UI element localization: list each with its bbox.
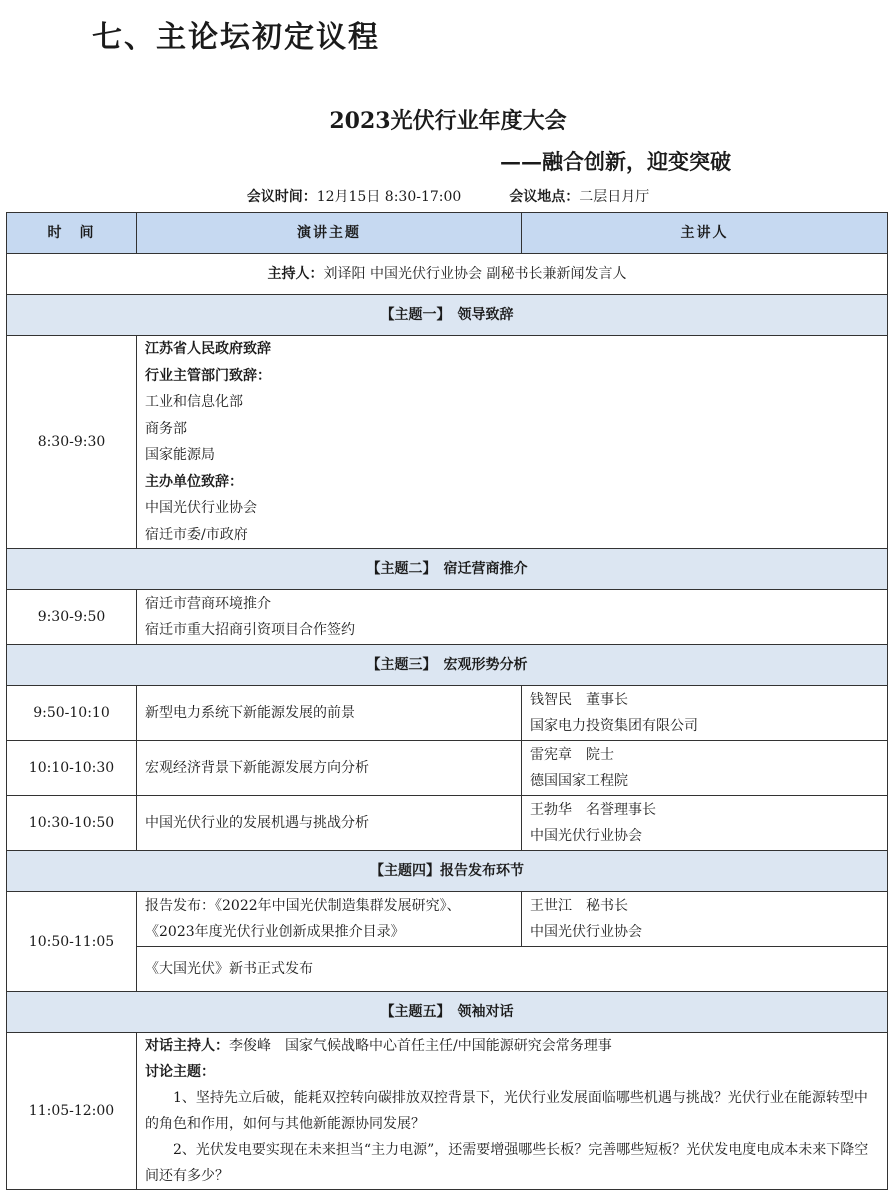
session-topic <box>137 892 522 947</box>
theme1-line: 国家能源局 <box>145 447 215 463</box>
theme1-line: 工业和信息化部 <box>145 394 243 410</box>
discussion-question: 1、坚持先立后破，能耗双控转向碳排放双控背景下，光伏行业发展面临哪些机遇与挑战？光伏行业在能源转型中的角色和作用，如何与其他新能源协同发展？ <box>145 1090 868 1132</box>
theme5-title: 【主题五】 领袖对话 <box>7 992 888 1033</box>
theme1-line: 商务部 <box>145 420 187 437</box>
theme1-title: 【主题一】 领导致辞 <box>7 295 888 336</box>
table-row <box>7 741 888 796</box>
report-line: 《2023年度光伏行业创新成果推介目录》 <box>145 924 405 940</box>
speaker-name: 王勃华 名誉理事长 <box>530 802 656 818</box>
discussion-question: 2、光伏发电要实现在未来担当“主力电源”，还需要增强哪些长板？完善哪些短板？光伏发电度电成本未来下降空间还有多少？ <box>145 1142 869 1184</box>
theme1-line: 行业主管部门致辞： <box>145 367 271 384</box>
session-topic: 宏观经济背景下新能源发展方向分析 <box>137 741 522 796</box>
theme2-line: 宿迁市重大招商引资项目合作签约 <box>145 622 355 638</box>
book-release: 《大国光伏》新书正式发布 <box>137 947 888 992</box>
theme5-band <box>7 992 888 1033</box>
theme1-row <box>7 336 888 549</box>
theme2-band <box>7 549 888 590</box>
agenda-table <box>6 212 888 1190</box>
time-value: 12月15日 8:30-17:00 <box>316 189 462 205</box>
session-time: 10:10-10:30 <box>7 741 137 796</box>
theme3-title: 【主题三】 宏观形势分析 <box>7 645 888 686</box>
table-row <box>7 947 888 992</box>
header-time: 时 间 <box>7 213 137 254</box>
speaker-org: 中国光伏行业协会 <box>530 828 642 844</box>
theme2-line: 宿迁市营商环境推介 <box>145 595 271 612</box>
session-topic: 新型电力系统下新能源发展的前景 <box>137 686 522 741</box>
theme5-content <box>137 1033 888 1190</box>
theme1-line: 宿迁市委/市政府 <box>145 526 248 543</box>
session-time: 10:50-11:05 <box>7 892 137 992</box>
session-time: 10:30-10:50 <box>7 796 137 851</box>
header-speaker: 主讲人 <box>522 213 888 254</box>
speaker-name: 雷宪章 院士 <box>530 747 614 763</box>
speaker-org: 德国国家工程院 <box>530 773 628 789</box>
session-speaker <box>522 796 888 851</box>
report-line: 报告发布：《2022年中国光伏制造集群发展研究》、 <box>145 898 461 914</box>
theme2-row <box>7 590 888 645</box>
host-value: 刘译阳 中国光伏行业协会 副秘书长兼新闻发言人 <box>323 266 627 282</box>
theme1-line: 江苏省人民政府致辞 <box>145 341 271 357</box>
speaker-org: 国家电力投资集团有限公司 <box>530 718 698 734</box>
host-cell <box>7 254 888 295</box>
conference-title: 2023光伏行业年度大会 <box>329 108 567 134</box>
theme5-time: 11:05-12:00 <box>7 1033 137 1190</box>
speaker-name: 王世江 秘书长 <box>530 898 628 914</box>
conference-subtitle: ——融合创新，迎变突破 <box>500 149 731 174</box>
theme1-line: 中国光伏行业协会 <box>145 500 257 516</box>
theme4-band <box>7 851 888 892</box>
theme1-time: 8:30-9:30 <box>7 336 137 549</box>
session-speaker <box>522 686 888 741</box>
theme1-band <box>7 295 888 336</box>
discussion-label: 讨论主题： <box>145 1064 215 1080</box>
speaker-name: 钱智民 董事长 <box>530 692 628 708</box>
host-row <box>7 254 888 295</box>
table-header-row <box>7 213 888 254</box>
session-speaker <box>522 892 888 947</box>
header-topic: 演讲主题 <box>137 213 522 254</box>
venue-label: 会议地点： <box>509 189 580 205</box>
session-speaker <box>522 741 888 796</box>
theme1-line: 主办单位致辞： <box>145 473 243 490</box>
dialogue-host-label: 对话主持人： <box>145 1038 229 1054</box>
theme1-lines <box>137 336 888 549</box>
theme5-row <box>7 1033 888 1190</box>
session-topic: 中国光伏行业的发展机遇与挑战分析 <box>137 796 522 851</box>
table-row <box>7 892 888 947</box>
session-time: 9:50-10:10 <box>7 686 137 741</box>
theme2-lines <box>137 590 888 645</box>
table-row <box>7 796 888 851</box>
dialogue-host-value: 李俊峰 国家气候战略中心首任主任/中国能源研究会常务理事 <box>229 1038 612 1054</box>
theme4-title: 【主题四】报告发布环节 <box>7 851 888 892</box>
theme3-band <box>7 645 888 686</box>
table-row <box>7 686 888 741</box>
section-heading: 七、主论坛初定议程 <box>92 20 380 55</box>
venue-value: 二层日月厅 <box>579 189 650 205</box>
time-label: 会议时间： <box>246 189 317 205</box>
speaker-org: 中国光伏行业协会 <box>530 924 642 940</box>
host-label: 主持人： <box>267 266 324 282</box>
conference-meta <box>0 186 896 206</box>
theme2-time: 9:30-9:50 <box>7 590 137 645</box>
theme2-title: 【主题二】 宿迁营商推介 <box>7 549 888 590</box>
